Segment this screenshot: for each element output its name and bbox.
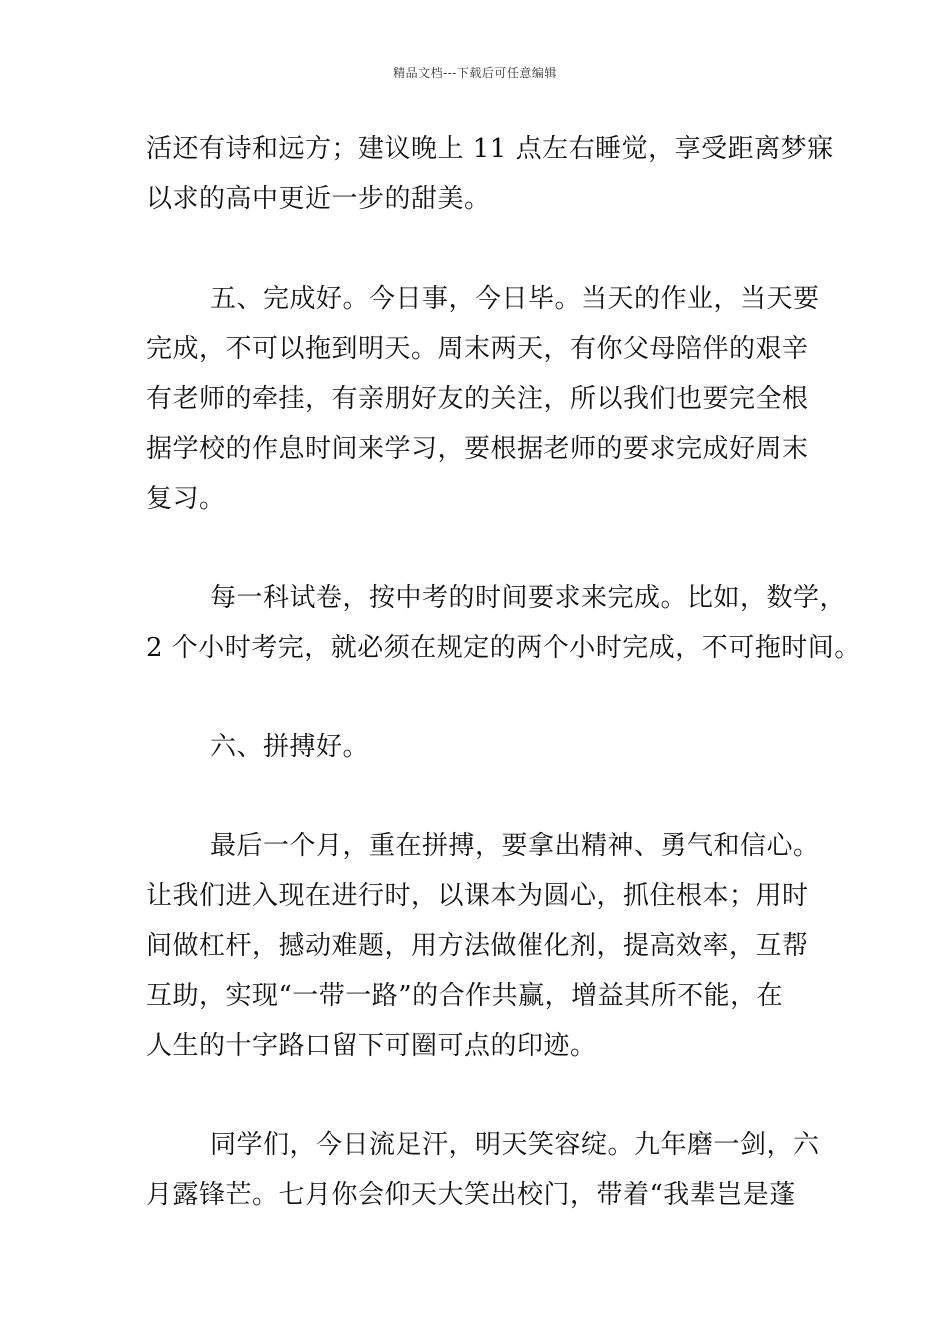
text-line: 有老师的牵挂，有亲朋好友的关注，所以我们也要完全根 [146, 384, 809, 414]
text-line: 间做杠杆，撼动难题，用方法做催化剂，提高效率，互帮 [146, 931, 809, 961]
section-heading: 六、拼搏好。 [210, 732, 370, 762]
page-header: 精品文档---下载后可任意编辑 [393, 66, 557, 80]
text-line: 2 个小时考完，就必须在规定的两个小时完成，不可拖时间。 [146, 633, 861, 663]
text-line: 活还有诗和远方；建议晚上 11 点左右睡觉，享受距离梦寐 [146, 134, 834, 164]
text-line: 据学校的作息时间来学习，要根据老师的要求完成好周末 [146, 434, 809, 464]
text-line: 人生的十字路口留下可圈可点的印迹。 [146, 1031, 597, 1061]
text-line: 复习。 [146, 484, 226, 514]
paragraph-first-line: 同学们，今日流足汗，明天笑容绽。九年磨一剑，六 [210, 1130, 820, 1160]
paragraph-first-line: 最后一个月，重在拼搏，要拿出精神、勇气和信心。 [210, 831, 820, 861]
text-line: 完成，不可以拖到明天。周末两天，有你父母陪伴的艰辛 [146, 334, 809, 364]
paragraph-first-line: 五、完成好。今日事，今日毕。当天的作业，当天要 [210, 284, 820, 314]
text-line: 月露锋芒。七月你会仰天大笑出校门，带着“我辈岂是蓬 [146, 1180, 796, 1210]
text-line: 以求的高中更近一步的甜美。 [146, 184, 491, 214]
paragraph-first-line: 每一科试卷，按中考的时间要求来完成。比如，数学， [210, 583, 847, 613]
text-line: 互助，实现“一带一路”的合作共赢，增益其所不能，在 [146, 981, 784, 1011]
text-line: 让我们进入现在进行时，以课本为圆心，抓住根本；用时 [146, 881, 809, 911]
